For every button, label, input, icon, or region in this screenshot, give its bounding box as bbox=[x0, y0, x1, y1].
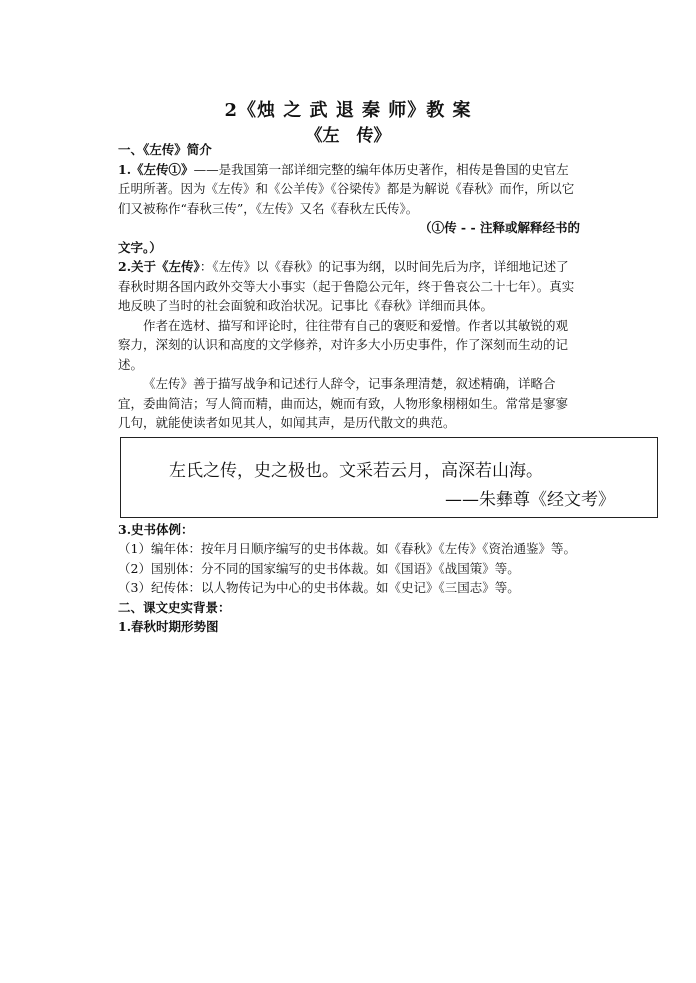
paragraph-writing-style: 《左传》善于描写战争和记述行人辞令，记事条理清楚，叙述精确，详略合宜，委曲简洁；写人简而精，曲而达，婉而有致，人物形象栩栩如生。常常是寥寥几句，就能使读者如见其人，如闻其声，是历代散文的典范。 bbox=[118, 376, 569, 430]
genre-item-national: （2）国别体：分不同的国家编写的史书体裁。如《国语》《战国策》等。 bbox=[118, 560, 520, 576]
paragraph-item1 bbox=[118, 160, 580, 219]
item2-label: 2.关于《左传》 bbox=[118, 259, 200, 274]
section-heading-intro: 一、《左传》简介 bbox=[118, 142, 212, 157]
paragraph-author-style: 作者在选材、描写和评论时，往往带有自己的褒贬和爱憎。作者以其敏锐的观察力，深刻的认识和高度的文学修养，对许多大小历史事件，作了深刻而生动的记述。 bbox=[118, 317, 569, 372]
item1-text: ——是我国第一部详细完整的编年体历史著作，相传是鲁国的史官左丘明所著。因为《左传》和《公羊传》《谷梁传》都是为解说《春秋》而作，所以它们又被称作“春秋三传”，《左传》又名《春秋左氏传》。 bbox=[118, 161, 575, 216]
section-heading-background: 二、课文史实背景： bbox=[118, 599, 231, 615]
paragraph-item2 bbox=[118, 257, 580, 316]
footnote-line1: （①传 - - 注释或解释经书的 bbox=[419, 220, 580, 235]
section-heading-genres: 3.史书体例： bbox=[118, 521, 194, 537]
genre-item-chronicle: （1）编年体：按年月日顺序编写的史书体裁。如《春秋》《左传》《资治通鉴》等。 bbox=[118, 541, 576, 556]
sub-heading-map: 1.春秋时期形势图 bbox=[118, 619, 219, 634]
genre-item-biographical: （3）纪传体：以人物传记为中心的史书体裁。如《史记》《三国志》等。 bbox=[118, 580, 520, 595]
footnote-line2: 文字。） bbox=[118, 239, 162, 255]
quote-box bbox=[120, 437, 658, 518]
item1-label: 1.《左传①》 bbox=[118, 161, 194, 177]
quote-source: ——朱彝尊《经文考》 bbox=[445, 489, 615, 510]
item2-text: ：《左传》以《春秋》的记事为纲，以时间先后为序，详细地记述了春秋时期各国内政外交等大小事实（起于鲁隐公元年，终于鲁哀公二十七年）。真实地反映了当时的社会面貌和政治状况。记事比《春秋》详细而具体。 bbox=[118, 259, 575, 313]
page-subtitle: 《左 传》 bbox=[305, 126, 391, 146]
page-title: 2《烛 之 武 退 秦 师》教 案 bbox=[224, 100, 472, 121]
document-body bbox=[118, 140, 615, 637]
quote-text: 左氏之传，史之极也。文采若云月，高深若山海。 bbox=[169, 460, 543, 481]
